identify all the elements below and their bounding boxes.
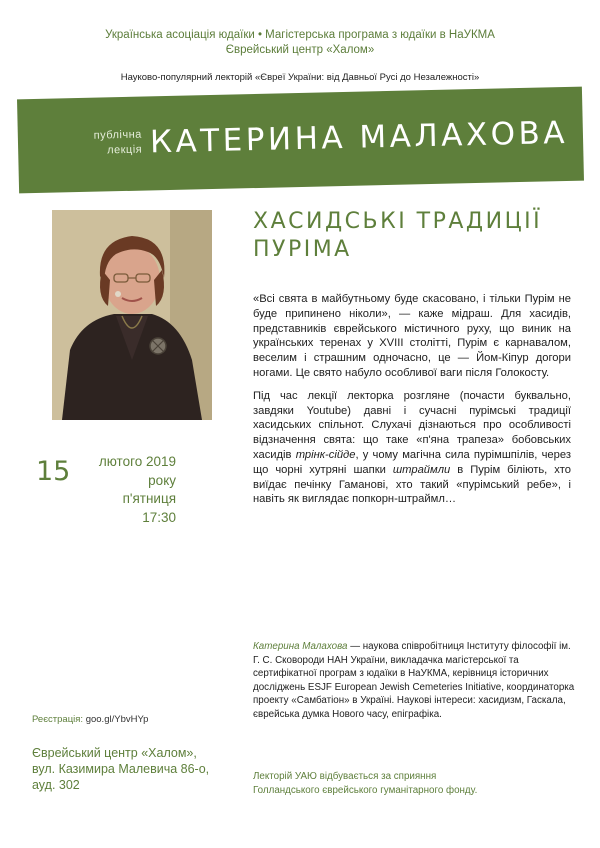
- lecture-type-line-1: публічна: [93, 128, 142, 142]
- lecture-type: [62, 128, 143, 160]
- description-term: штраймли: [392, 463, 451, 476]
- venue-line-1: Єврейський центр «Халом»,: [32, 746, 197, 760]
- description-text: Під час лекції лекторка розгляне (почасти буквально, завдяки Youtube) давні і сучасні пурімські традиції хасидських спільнот. Слухачі дізнаються про особливості відзначення свята: що таке «п'яна трапеза» бобовських хасидів: [253, 389, 571, 461]
- registration-link[interactable]: goo.gl/YbvHYp: [85, 714, 149, 725]
- speaker-banner: [17, 87, 584, 194]
- venue-address: [32, 745, 242, 793]
- lecture-title-line-2: ПУРІМА: [253, 237, 352, 262]
- lecture-description: [253, 292, 571, 515]
- event-month-year: лютого 2019 року: [98, 454, 176, 488]
- speaker-photo-illustration: [52, 210, 212, 420]
- event-weekday: п'ятниця: [122, 491, 176, 506]
- speaker-bio: [253, 640, 578, 722]
- description-term: трінк-сійде: [295, 448, 356, 461]
- event-day: 15: [36, 456, 71, 487]
- speaker-name: КАТЕРИНА МАЛАХОВА: [149, 114, 569, 161]
- description-text: в Пурім біліють, хто виїдає печінку Гаманові, хто такий «пурімський ребе», і навіть як виглядає попкорн-штраймл…: [253, 463, 571, 506]
- venue-line-3: ауд. 302: [32, 778, 80, 792]
- sponsor-note-line-2: Голландського єврейського гуманітарного фонду.: [253, 784, 478, 796]
- bio-speaker-name: Катерина Малахова: [253, 641, 348, 652]
- organizers-line-2: Єврейський центр «Халом»: [225, 44, 375, 56]
- speaker-photo: [52, 210, 212, 420]
- organizers-line-1: Українська асоціація юдаїки • Магістерська програма з юдаїки в НаУКМА: [105, 29, 495, 41]
- lecture-title-line-1: ХАСИДСЬКІ ТРАДИЦІЇ: [253, 209, 543, 234]
- sponsor-note-line-1: Лекторій УАЮ відбувається за сприяння: [253, 771, 437, 782]
- event-date-details: [76, 453, 176, 527]
- description-paragraph-1: «Всі свята в майбутньому буде скасовано, і тільки Пурім не буде припинено ніколи», — каже мідраш. Для хасидів, представників єврейського містичного руху, що виник на українських теренах у XVIII столітті, Пурім є карнавалом, веселим і страшним одночасно, це — Йом-Кіпур догори ногами. Це свято набуло особливої ваги після Голокосту.: [253, 293, 571, 379]
- sponsor-note: [253, 770, 583, 797]
- lecture-series: Науково-популярний лекторій «Євреї України: від Давньої Русі до Незалежності»: [120, 72, 480, 83]
- description-paragraph-2: [253, 389, 571, 507]
- event-time: 17:30: [142, 509, 176, 525]
- description-text: , у чому магічна сила пурімшпілів, через що чорні хутряні шапки: [253, 448, 571, 476]
- lecture-type-line-2: лекція: [106, 143, 143, 157]
- bio-text: — наукова співробітниця Інституту філософії ім. Г. С. Сковороди НАН України, викладачка магістерської та сертифікатної програм з юдаїки в НаУКМА, керівниця історичних досліджень ESJF European Jewish Cemeteries Initiative, координаторка проекту «Самбатіон» в Україні. Наукові інтереси: хасидизм, Гаскала, єврейська думка Нового часу, епіграфіка.: [253, 641, 575, 720]
- registration: [32, 714, 148, 725]
- lecture-title: [253, 208, 583, 264]
- venue-line-2: вул. Казимира Малевича 86-о,: [32, 762, 210, 776]
- registration-label: Реєстрація:: [32, 714, 84, 725]
- organizers: [0, 28, 600, 58]
